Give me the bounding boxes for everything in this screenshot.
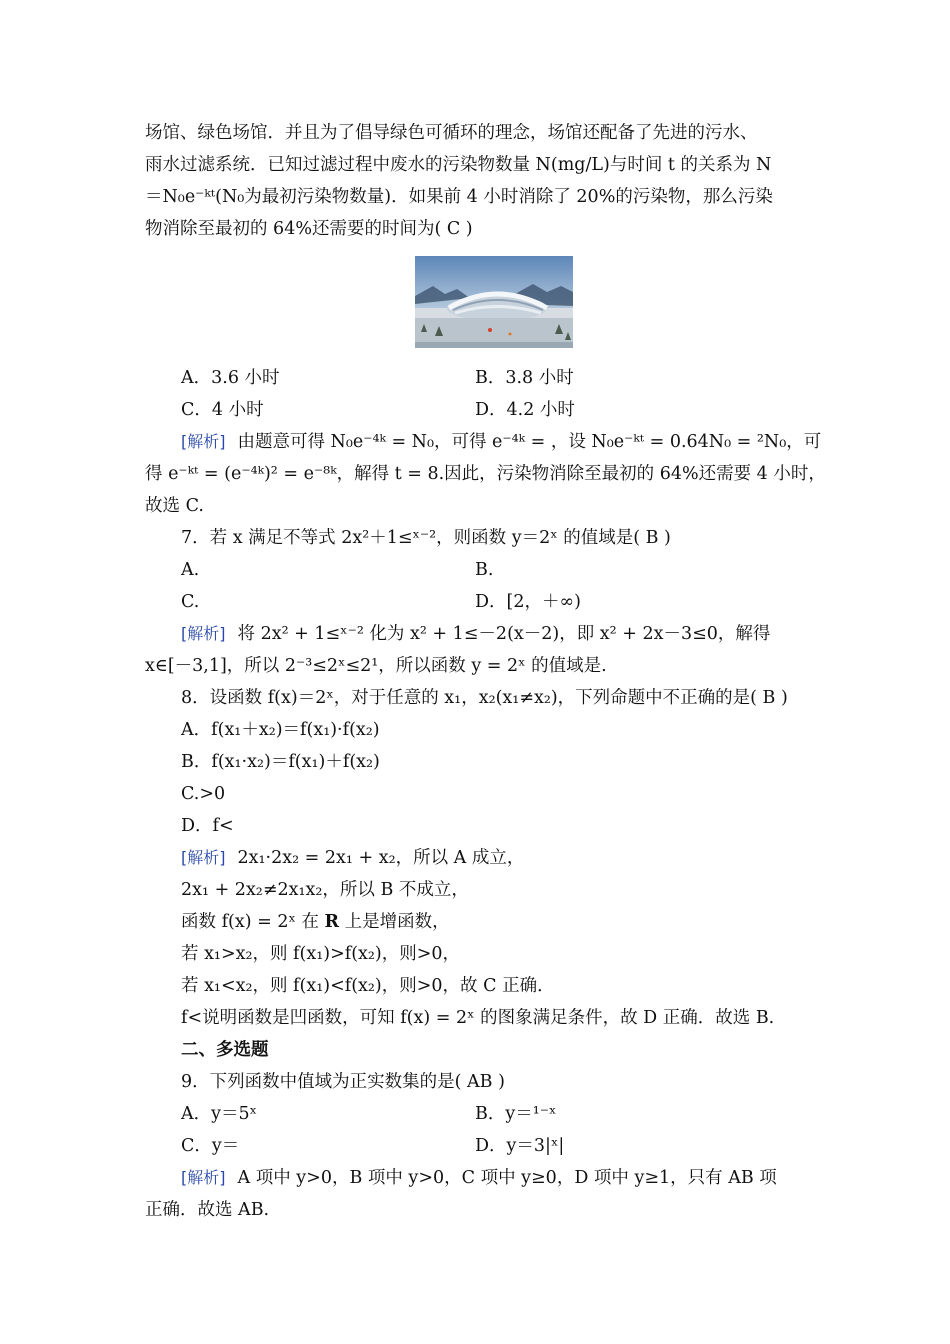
q6-option-b: B．3.8 小时 <box>475 368 574 388</box>
q7-solution-line-1 <box>181 619 770 649</box>
solution-tag: [解析] <box>181 624 226 643</box>
q8-solution-text-3a: 函数 f(x) = 2ˣ 在 <box>181 912 325 932</box>
q8-stem: 8．设函数 f(x)＝2ˣ，对于任意的 x₁，x₂(x₁≠x₂)，下列命题中不正确的是( B ) <box>181 688 788 708</box>
q9-stem: 9．下列函数中值域为正实数集的是( AB ) <box>181 1072 505 1092</box>
q7-solution-text-1: 将 2x² + 1≤ˣ⁻² 化为 x² + 1≤－2(x－2)，即 x² + 2x－3≤0，解得 <box>237 624 771 644</box>
q6-solution-text-1: 由题意可得 N₀e⁻⁴ᵏ = N₀，可得 e⁻⁴ᵏ = ，设 N₀e⁻ᵏᵗ = 0.64N₀ = ²N₀，可 <box>237 432 822 452</box>
q7-option-a: A. <box>181 560 200 580</box>
q8-solution-text-1: 2x₁·2x₂ = 2x₁ + x₂，所以 A 成立， <box>237 848 525 868</box>
q9-option-d: D．y＝3|ˣ| <box>475 1136 565 1156</box>
q8-option-c: C.>0 <box>181 784 226 804</box>
stadium-photo <box>415 256 573 348</box>
q8-solution-text-3c: 上是增函数， <box>339 912 450 932</box>
solution-tag: [解析] <box>181 432 226 451</box>
q8-solution-line-4: 若 x₁>x₂，则 f(x₁)>f(x₂)，则>0， <box>181 944 461 964</box>
q9-solution-line-1 <box>181 1163 777 1193</box>
q8-solution-line-6: f<说明函数是凹函数，可知 f(x) = 2ˣ 的图象满足条件，故 D 正确．故选 B. <box>181 1008 775 1028</box>
q9-option-b: B．y＝¹⁻ˣ <box>475 1104 557 1124</box>
q6-option-d: D．4.2 小时 <box>475 400 575 420</box>
q8-option-b: B．f(x₁·x₂)＝f(x₁)＋f(x₂) <box>181 752 380 772</box>
q8-solution-line-3 <box>181 907 450 937</box>
q6-solution-line-3: 故选 C. <box>145 496 204 516</box>
real-set-symbol: R <box>324 912 340 932</box>
section-title-multiple-choice: 二、多选题 <box>181 1040 269 1060</box>
q9-option-c: C．y＝ <box>181 1136 240 1156</box>
q7-stem: 7．若 x 满足不等式 2x²＋1≤ˣ⁻²，则函数 y＝2ˣ 的值域是( B ) <box>181 528 671 548</box>
q6-solution-line-2: 得 e⁻ᵏᵗ = (e⁻⁴ᵏ)² = e⁻⁸ᵏ，解得 t = 8.因此，污染物消除至最初的 64%还需要 4 小时， <box>145 464 826 484</box>
q7-option-d: D．[2，＋∞) <box>475 592 581 612</box>
q6-option-c: C．4 小时 <box>181 400 264 420</box>
q6-solution-line-1 <box>181 427 821 457</box>
q9-solution-text-1: A 项中 y>0，B 项中 y>0，C 项中 y≥0，D 项中 y≥1，只有 AB 项 <box>237 1168 777 1188</box>
q6-stem-line-2: 雨水过滤系统．已知过滤过程中废水的污染物数量 N(mg/L)与时间 t 的关系为 N <box>145 155 772 175</box>
q6-stem-line-3: ＝N₀e⁻ᵏᵗ(N₀为最初污染物数量)．如果前 4 小时消除了 20%的污染物，那么污染 <box>145 187 773 207</box>
q6-stem-line-1: 场馆、绿色场馆．并且为了倡导绿色可循环的理念，场馆还配备了先进的污水、 <box>145 123 758 143</box>
q6-stem-line-4: 物消除至最初的 64%还需要的时间为( C ) <box>145 219 473 239</box>
q9-option-a: A．y＝5ˣ <box>181 1104 258 1124</box>
solution-tag: [解析] <box>181 1168 226 1187</box>
q7-solution-line-2: x∈[－3,1]，所以 2⁻³≤2ˣ≤2¹，所以函数 y = 2ˣ 的值域是. <box>145 656 607 676</box>
q6-option-a: A．3.6 小时 <box>181 368 280 388</box>
q8-option-d: D．f< <box>181 816 234 836</box>
q8-solution-line-2: 2x₁ + 2x₂≠2x₁x₂，所以 B 不成立， <box>181 880 469 900</box>
q8-solution-line-1 <box>181 843 524 873</box>
q7-option-b: B. <box>475 560 494 580</box>
q8-option-a: A．f(x₁＋x₂)＝f(x₁)·f(x₂) <box>181 720 380 740</box>
q9-solution-line-2: 正确．故选 AB. <box>145 1200 270 1220</box>
solution-tag: [解析] <box>181 848 226 867</box>
q8-solution-line-5: 若 x₁<x₂，则 f(x₁)<f(x₂)，则>0，故 C 正确． <box>181 976 555 996</box>
q7-option-c: C. <box>181 592 200 612</box>
